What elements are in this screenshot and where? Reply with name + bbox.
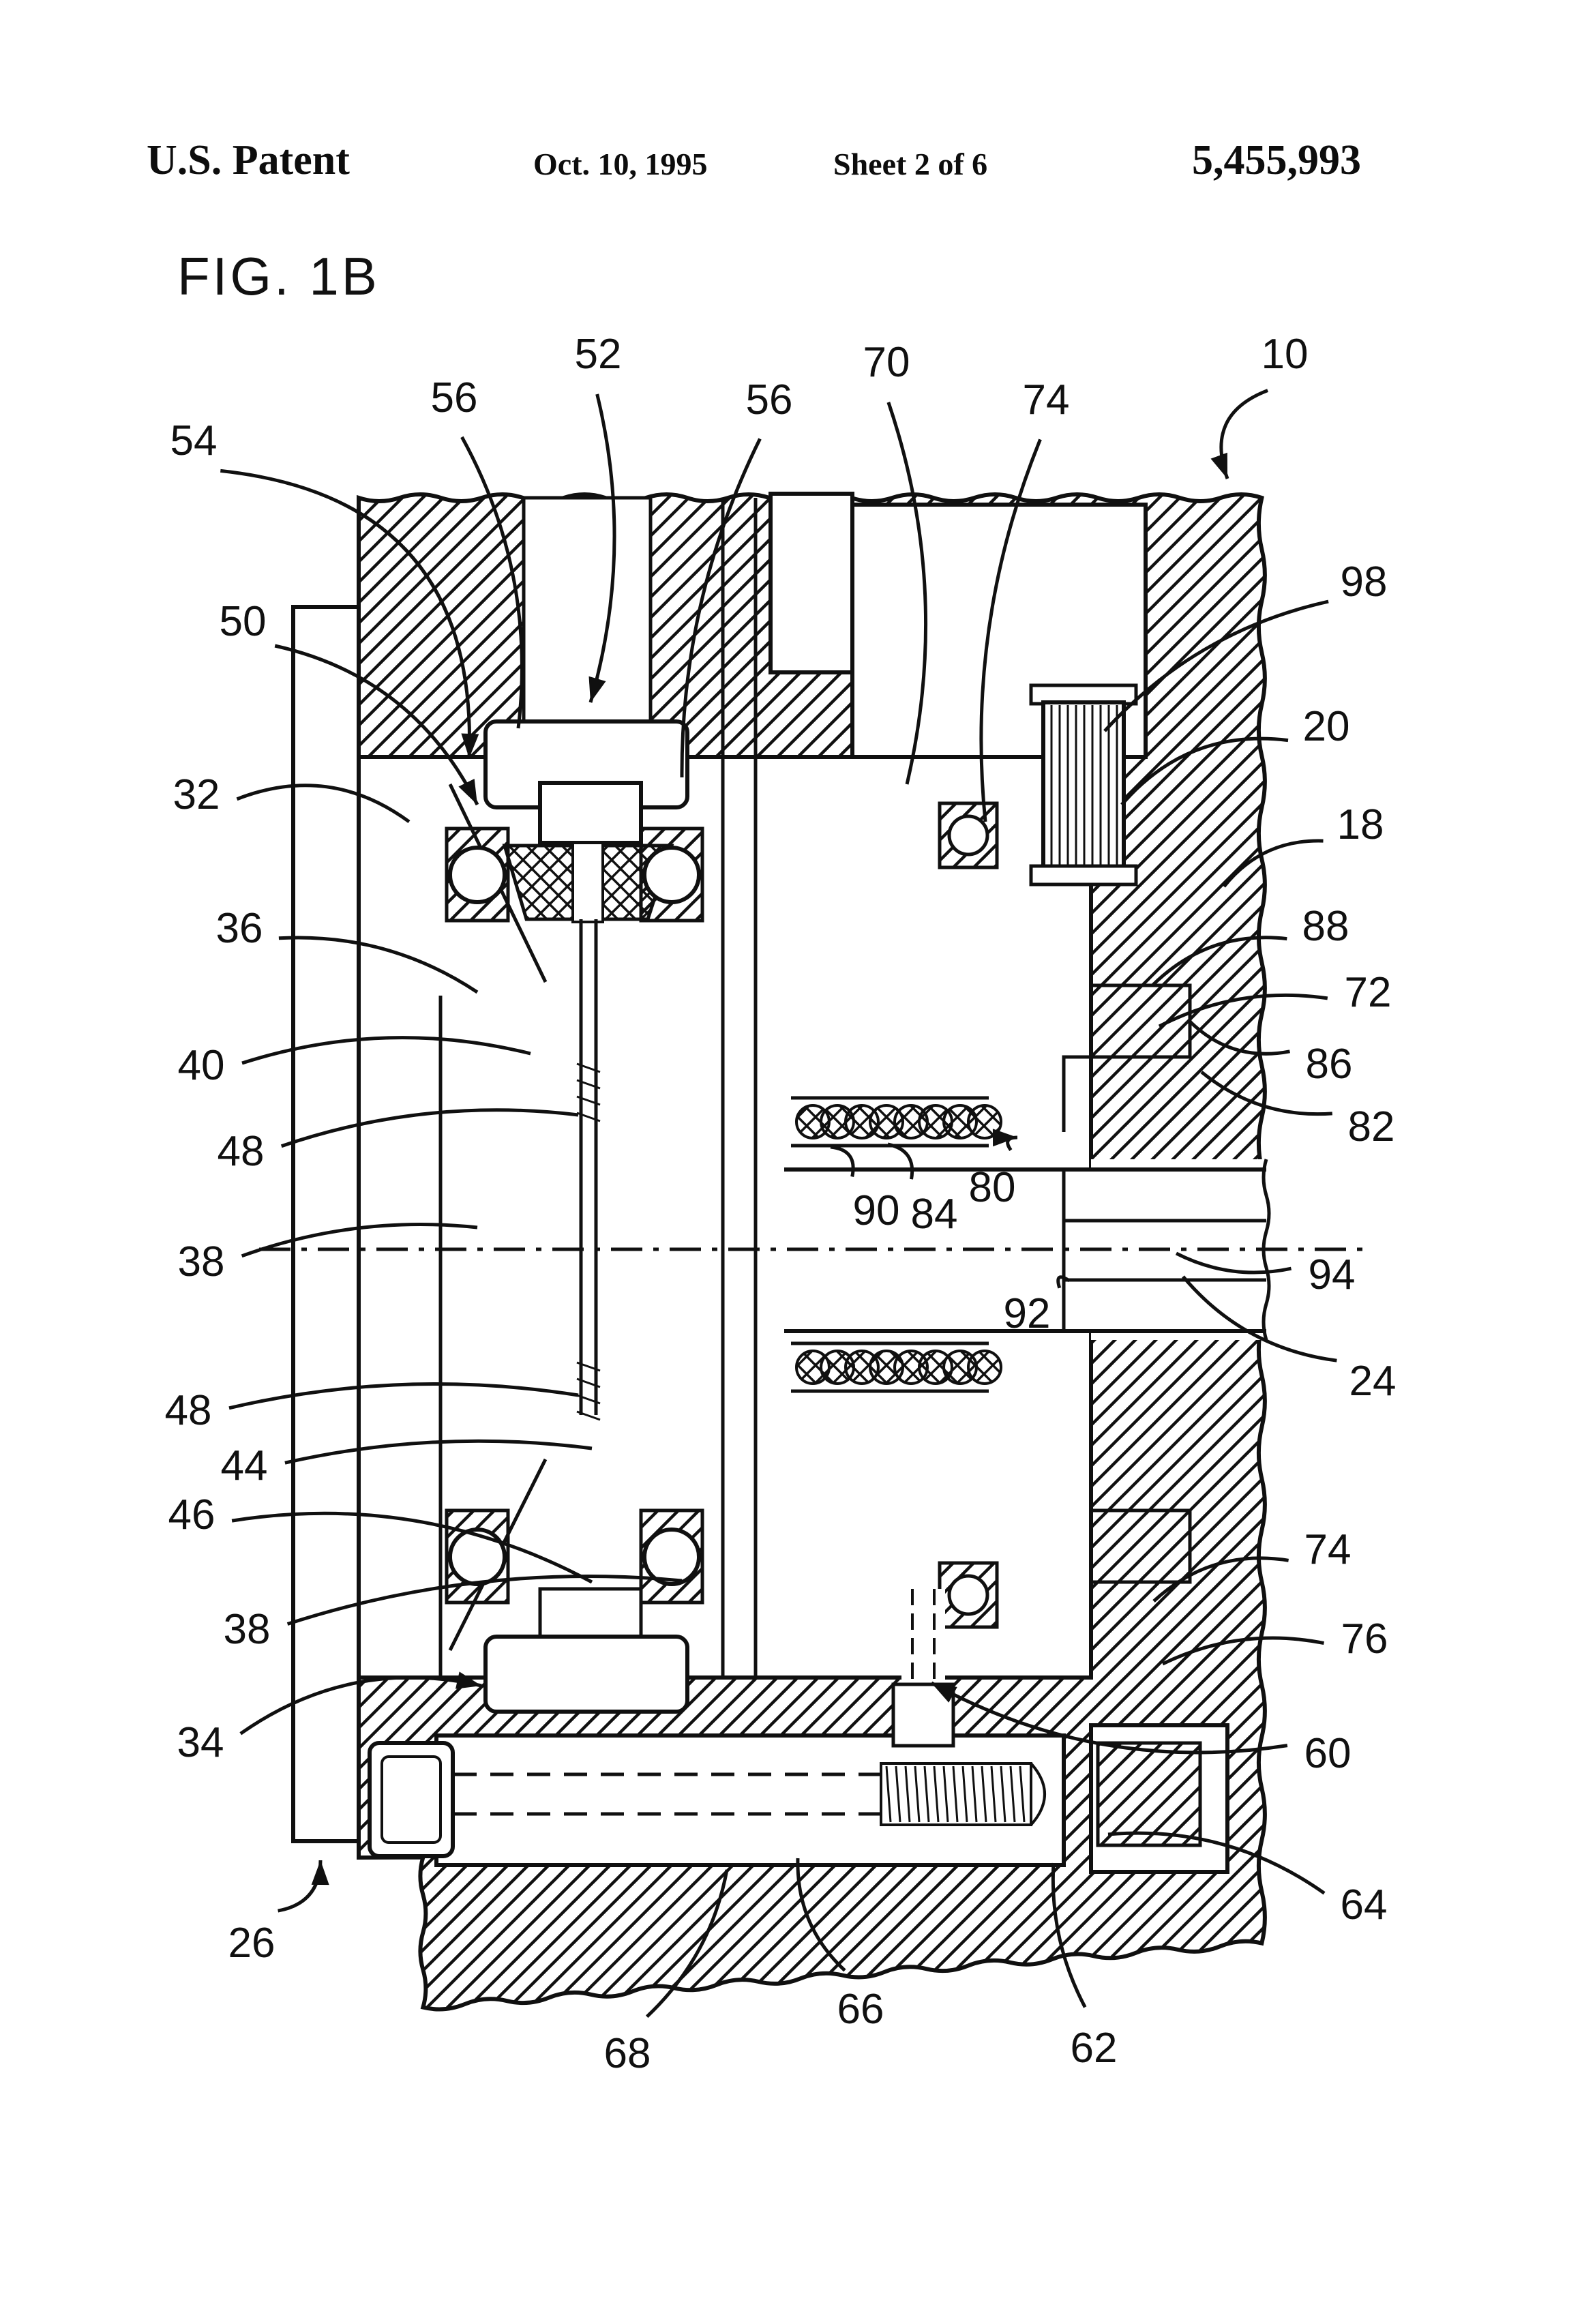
reference-numeral-66: 66 xyxy=(837,1986,884,2033)
reference-numeral-38: 38 xyxy=(177,1238,225,1285)
reference-numeral-62: 62 xyxy=(1070,2025,1118,2072)
figure-label: FIG. 1B xyxy=(177,246,380,306)
bearing-ball xyxy=(644,1530,699,1584)
patent-header-title: U.S. Patent xyxy=(147,137,350,183)
vertical-spline-shaft xyxy=(893,1589,953,1746)
reference-numeral-36: 36 xyxy=(215,905,263,952)
reference-numeral-90: 90 xyxy=(852,1187,900,1234)
reference-numeral-98: 98 xyxy=(1340,558,1388,606)
patent-header-date: Oct. 10, 1995 xyxy=(533,147,708,181)
reference-numeral-72: 72 xyxy=(1344,969,1392,1016)
reference-numeral-82: 82 xyxy=(1347,1103,1395,1150)
bearing-ball xyxy=(450,1530,505,1584)
reference-numeral-56: 56 xyxy=(745,376,793,423)
leader-line xyxy=(1221,391,1268,479)
reference-numeral-70: 70 xyxy=(863,339,910,386)
reference-numeral-76: 76 xyxy=(1341,1615,1388,1663)
reference-numeral-44: 44 xyxy=(220,1442,268,1489)
top-notch xyxy=(771,494,852,672)
reference-numeral-68: 68 xyxy=(603,2030,651,2077)
reference-numeral-64: 64 xyxy=(1340,1881,1388,1928)
reference-numeral-34: 34 xyxy=(177,1719,224,1766)
reference-numeral-54: 54 xyxy=(170,417,218,464)
reference-numeral-40: 40 xyxy=(177,1042,225,1089)
patent-header-sheet: Sheet 2 of 6 xyxy=(833,147,988,181)
reference-numeral-18: 18 xyxy=(1337,801,1384,848)
reference-numeral-20: 20 xyxy=(1302,703,1350,750)
patent-header-number: 5,455,993 xyxy=(1192,137,1361,183)
bearing-ball xyxy=(450,848,505,902)
reference-numeral-48: 48 xyxy=(217,1128,265,1175)
bearing-ball xyxy=(949,1576,987,1614)
reference-numeral-60: 60 xyxy=(1304,1730,1352,1777)
bearing-ball xyxy=(949,816,987,854)
reference-numeral-94: 94 xyxy=(1308,1251,1356,1298)
reference-numeral-92: 92 xyxy=(1003,1290,1051,1337)
reference-numeral-32: 32 xyxy=(173,771,220,818)
reference-numeral-56: 56 xyxy=(430,374,478,421)
leader-line xyxy=(278,1860,320,1911)
reference-numeral-46: 46 xyxy=(168,1491,215,1538)
reference-numeral-10: 10 xyxy=(1261,331,1309,378)
reference-numeral-84: 84 xyxy=(910,1191,958,1238)
reference-numeral-86: 86 xyxy=(1305,1041,1353,1088)
spring-coil xyxy=(968,1351,1001,1384)
reference-numeral-74: 74 xyxy=(1022,376,1070,423)
reference-numeral-24: 24 xyxy=(1349,1358,1397,1405)
reference-numeral-50: 50 xyxy=(219,598,267,645)
reference-numeral-48: 48 xyxy=(164,1387,212,1434)
bolt-nut xyxy=(1098,1743,1200,1845)
screw-housing-column xyxy=(524,498,651,724)
reference-numeral-52: 52 xyxy=(574,331,622,378)
bearing-ball xyxy=(644,848,699,902)
leader-arrowhead xyxy=(1211,453,1228,479)
leader-arrowhead xyxy=(312,1860,329,1885)
reference-numeral-80: 80 xyxy=(968,1164,1016,1211)
reference-numeral-74: 74 xyxy=(1304,1526,1352,1573)
reference-numeral-38: 38 xyxy=(223,1606,271,1653)
reference-numeral-88: 88 xyxy=(1302,903,1349,950)
reference-numeral-26: 26 xyxy=(228,1920,275,1967)
